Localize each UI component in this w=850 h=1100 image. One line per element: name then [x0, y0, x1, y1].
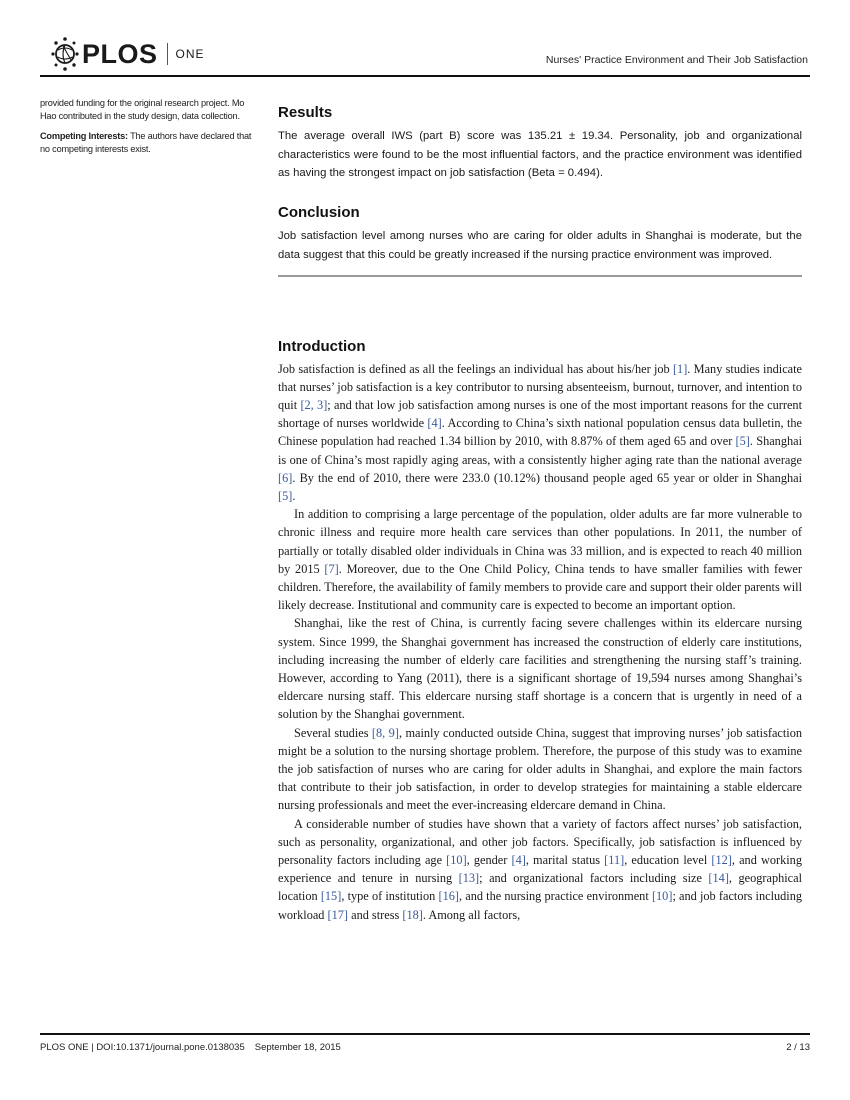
logo-divider: [167, 43, 168, 65]
text-run: . By the end of 2010, there were 233.0 (10.12%) thousand people aged 65 year or older in Shanghai: [292, 470, 802, 485]
citation-link[interactable]: [5]: [278, 488, 293, 503]
abstract-conclusion: [278, 203, 802, 264]
text-run: . Shanghai is one of China’s most rapidly aging areas, with a consistently higher aging rate than the national average: [278, 434, 802, 467]
introduction-heading: Introduction: [278, 337, 366, 355]
page-header: [40, 33, 810, 77]
citation-link[interactable]: [11]: [604, 853, 625, 867]
citation-link[interactable]: [16]: [438, 889, 459, 904]
citation-link[interactable]: [1]: [672, 361, 688, 376]
introduction-section: [278, 337, 802, 924]
citation-link[interactable]: [10]: [651, 889, 673, 904]
text-run: Shanghai, like the rest of China, is currently facing severe challenges within its eldercare nursing system. Since 1999, the Shanghai government has increased the construction of elderly care institutions, including increasing the number of elderly care facilities and strengthening the nursing staff’s training. However, according to Yang (2011), there is a significant shortage of 19,594 nurses among Shanghai’s eldercare nursing staff. This eldercare nursing staff shortage is a concern that is urgently in need of a solution by the Shanghai government.: [278, 616, 802, 722]
publication-date: September 18, 2015: [254, 1042, 341, 1053]
journal-logo: [50, 35, 205, 73]
citation-link[interactable]: [13]: [458, 871, 480, 886]
citation-link[interactable]: [2, 3]: [300, 397, 328, 412]
header-rule: [40, 75, 810, 77]
text-run: . According to China’s sixth national population census data bulletin, the Chinese population had reached 1.34 billion by 2010, with 8.87% of them aged 65 and over: [278, 416, 803, 449]
abstract-divider: [278, 275, 802, 277]
text-run: ; and organizational factors including size: [479, 871, 709, 886]
text-run: , and working experience and tenure in nursing: [278, 853, 802, 886]
text-run: , mainly conducted outside China, suggest that improving nurses’ job satisfaction might be a solution to the nursing shortage problem. Therefore, the purpose of this study was to examine the job satisfaction of nurses who are caring for older adults in Shanghai, and explore the main factors that contribute to their job satisfaction, in order to develop strategies for maintaining a stable eldercare nursing professionals and meet the ever-increasing eldercare demand in China.: [278, 725, 802, 813]
citation-link[interactable]: [7]: [324, 561, 339, 576]
text-run: , marital status: [525, 853, 605, 867]
text-run: . Many studies indicate that nurses’ job satisfaction is a key contributor to nursing absenteeism, burnout, turnover, and intention to quit: [278, 361, 802, 412]
citation-link[interactable]: [14]: [708, 871, 729, 886]
competing-interests-note: [40, 130, 262, 156]
results-text: The average overall IWS (part B) score was 135.21 ± 19.34. Personality, job and organizational characteristics were found to be the most influential factors, and the practice environment was identified as having the strongest impact on job satisfaction (Beta = 0.494).: [278, 130, 802, 180]
conclusion-heading: Conclusion: [278, 204, 360, 222]
citation-link[interactable]: [4]: [511, 853, 526, 867]
competing-interests-text: The authors have declared that no competing interests exist.: [40, 131, 252, 154]
text-run: , education level: [624, 853, 712, 867]
journal-doi: PLOS ONE | DOI:10.1371/journal.pone.0138035: [40, 1042, 245, 1053]
intro-paragraph-5: [278, 815, 802, 924]
intro-paragraph-2: [278, 505, 802, 614]
citation-link[interactable]: [12]: [711, 853, 732, 867]
text-run: , and the nursing practice environment: [458, 889, 652, 904]
results-heading: Results: [278, 104, 333, 121]
text-run: Several studies: [294, 725, 372, 740]
citation-link[interactable]: [8, 9]: [371, 725, 399, 740]
citation-link[interactable]: [6]: [278, 470, 293, 485]
intro-paragraph-4: [278, 724, 802, 815]
main-column: [278, 103, 802, 924]
citation-link[interactable]: [5]: [735, 434, 750, 449]
intro-paragraph-1: [278, 360, 802, 506]
running-title: Nurses' Practice Environment and Their Job Satisfaction: [545, 54, 808, 66]
competing-interests-label: Competing Interests:: [40, 131, 128, 141]
text-run: Job satisfaction is defined as all the feelings an individual has about his/her job: [278, 361, 673, 376]
page-number: 2 / 13: [786, 1042, 810, 1053]
citation-link[interactable]: [10]: [446, 853, 467, 867]
citation-link[interactable]: [15]: [320, 889, 342, 904]
text-run: ; and that low job satisfaction among nurses is one of the most important reasons for the current shortage of nurses worldwide: [278, 397, 802, 431]
logo-plos-text: PLOS: [82, 38, 158, 69]
text-run: In addition to comprising a large percentage of the population, older adults are far more vulnerable to chronic illness and require more health care services than other populations. In 2011, the number of partially or totally disabled older individuals in China was 33 million, and is expected to reach 40 million by 2015: [278, 507, 802, 576]
text-run: , gender: [466, 853, 512, 867]
text-run: ; and job factors including workload: [278, 889, 803, 922]
plos-globe-icon: [50, 36, 80, 72]
text-run: A considerable number of studies have shown that a variety of factors affect nurses’ job satisfaction, such as personality, organizational, and other job factors. Specifically, job satisfaction is influenced by personality factors including age: [278, 816, 802, 867]
logo-one-text: ONE: [175, 47, 205, 61]
text-run: , geographical location: [278, 871, 802, 904]
footer-rule: [40, 1033, 810, 1035]
text-run: and stress: [348, 907, 403, 922]
introduction-body: [278, 360, 802, 924]
citation-link[interactable]: [17]: [327, 907, 349, 922]
text-run: .: [292, 488, 296, 503]
citation-link[interactable]: [18]: [402, 907, 423, 922]
intro-paragraph-3: [278, 614, 802, 723]
article-info-sidebar: [40, 97, 262, 163]
funding-note: provided funding for the original research project. Mo Hao contributed in the study design, data collection.: [40, 98, 245, 121]
citation-link[interactable]: [4]: [427, 416, 442, 431]
text-run: . Moreover, due to the One Child Policy, China tends to have smaller families with fewer children. Therefore, the availability of family members to provide care and support their older parents will likely decrease. Institutional and community care is expected to become an important option.: [278, 561, 802, 613]
text-run: , type of institution: [341, 889, 439, 904]
abstract-results: [278, 103, 802, 183]
conclusion-text: Job satisfaction level among nurses who are caring for older adults in Shanghai is moderate, but the data suggest that this could be greatly increased if the nursing practice environment was improved.: [278, 230, 802, 261]
text-run: . Among all factors,: [422, 907, 521, 922]
page-footer-citation: [40, 1042, 341, 1053]
